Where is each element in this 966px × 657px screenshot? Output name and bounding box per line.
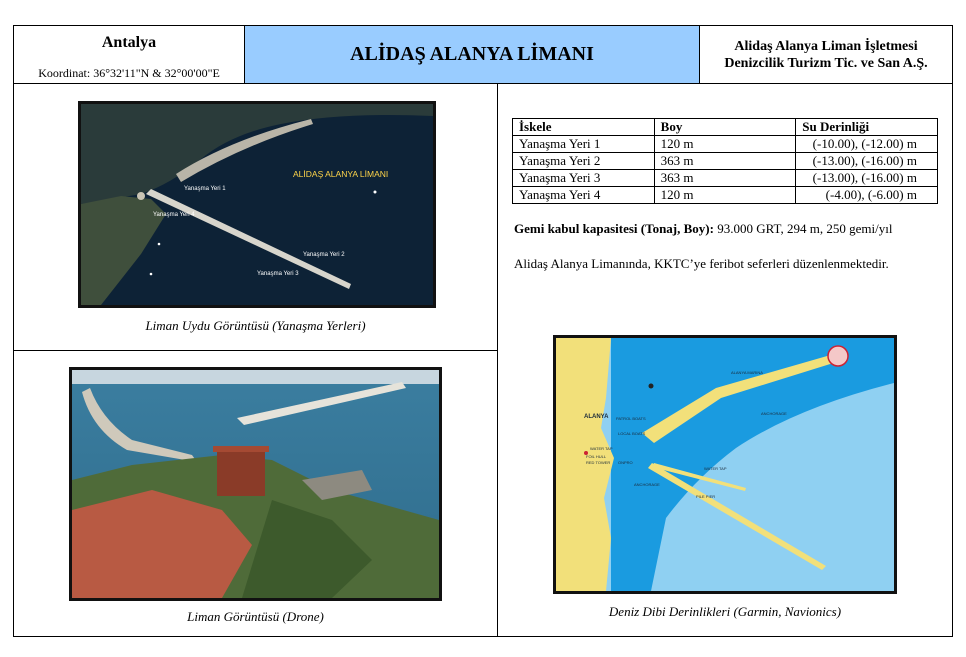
chart-label-anchorage-1: ANCHORAGE — [761, 411, 787, 416]
column-header-depth: Su Derinliği — [796, 119, 938, 136]
chart-label-onpro: ONPRO — [618, 460, 633, 465]
drone-image — [69, 367, 442, 601]
chart-label-water-tap-2: WATER TAP — [704, 466, 727, 471]
chart-label-local: LOCAL BOATS — [618, 431, 646, 436]
satellite-berth-label-4: Yanaşma Yeri 4 — [153, 212, 195, 218]
capacity-line — [514, 221, 892, 237]
body-divider-horizontal — [13, 350, 498, 351]
ferry-note: Alidaş Alanya Limanında, KKTC’ye feribot seferleri düzenlenmektedir. — [514, 256, 889, 271]
satellite-image — [78, 101, 436, 308]
coordinates: Koordinat: 36°32'11"N & 32°00'00"E — [38, 66, 220, 80]
chart-label-anchorage-2: ANCHORAGE — [634, 482, 660, 487]
table-row — [513, 136, 938, 153]
header-operator — [700, 26, 952, 83]
header-title-cell — [245, 26, 699, 83]
capacity-label: Gemi kabul kapasitesi (Tonaj, Boy): — [514, 221, 714, 236]
satellite-berth-label-3: Yanaşma Yeri 3 — [257, 271, 299, 277]
berth-depth: (-4.00), (-6.00) m — [796, 187, 938, 204]
satellite-caption: Liman Uydu Görüntüsü (Yanaşma Yerleri) — [145, 318, 366, 333]
berth-depth: (-10.00), (-12.00) m — [796, 136, 938, 153]
body-divider-vertical — [497, 83, 498, 637]
column-header-length: Boy — [654, 119, 796, 136]
chart-label-pile-pier: PILE PIER — [696, 494, 716, 499]
header-location — [14, 26, 244, 83]
satellite-berth-label-1: Yanaşma Yeri 1 — [184, 186, 226, 192]
table-row — [513, 170, 938, 187]
satellite-port-label: ALİDAŞ ALANYA LİMANI — [293, 169, 389, 179]
chart-label-alanya: ALANYA — [584, 414, 609, 420]
berth-table — [512, 118, 938, 204]
berth-name: Yanaşma Yeri 1 — [513, 136, 655, 153]
page-title: ALİDAŞ ALANYA LİMANI — [350, 43, 594, 65]
satellite-berth-label-2: Yanaşma Yeri 2 — [303, 252, 345, 258]
table-header-row — [513, 119, 938, 136]
city-name: Antalya — [101, 34, 157, 51]
berth-name: Yanaşma Yeri 2 — [513, 153, 655, 170]
berth-depth: (-13.00), (-16.00) m — [796, 153, 938, 170]
berth-length: 363 m — [654, 153, 796, 170]
berth-name: Yanaşma Yeri 4 — [513, 187, 655, 204]
chart-label-marina: ALANYA MARINA — [731, 370, 763, 375]
table-row — [513, 153, 938, 170]
chart-caption: Deniz Dibi Derinlikleri (Garmin, Navionics) — [608, 604, 842, 619]
chart-label-foil-hull: FOIL HULL — [586, 454, 607, 459]
berth-length: 120 m — [654, 187, 796, 204]
chart-label-red-tower: RED TOWER — [586, 460, 611, 465]
chart-label-water-tap-1: WATER TAP — [590, 446, 613, 451]
operator-line-1: Alidaş Alanya Liman İşletmesi — [734, 38, 918, 54]
berth-depth: (-13.00), (-16.00) m — [796, 170, 938, 187]
berth-name: Yanaşma Yeri 3 — [513, 170, 655, 187]
nautical-chart-image — [553, 335, 897, 594]
header-divider — [13, 83, 953, 84]
chart-label-patrol: PATROL BOATS — [616, 416, 646, 421]
operator-line-2: Denizcilik Turizm Tic. ve San A.Ş. — [724, 55, 928, 71]
berth-length: 363 m — [654, 170, 796, 187]
column-header-pier: İskele — [513, 119, 655, 136]
table-row — [513, 187, 938, 204]
berth-length: 120 m — [654, 136, 796, 153]
capacity-value: 93.000 GRT, 294 m, 250 gemi/yıl — [713, 221, 893, 236]
drone-caption: Liman Görüntüsü (Drone) — [187, 609, 324, 624]
